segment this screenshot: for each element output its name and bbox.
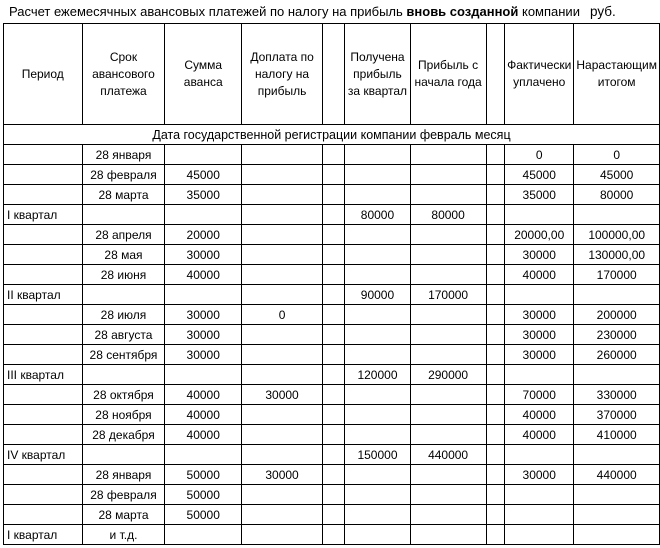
- cell-period: I квартал: [4, 205, 83, 225]
- cell-cumulative: 410000: [574, 425, 660, 445]
- cell-due: 28 апреля: [82, 225, 165, 245]
- cell-ytd-profit: 290000: [410, 365, 486, 385]
- cell-cumulative: [574, 485, 660, 505]
- cell-period: [4, 185, 83, 205]
- cell-empty: [486, 445, 505, 465]
- cell-period: [4, 405, 83, 425]
- cell-due: [82, 445, 165, 465]
- cell-quarter-profit: 120000: [345, 365, 410, 385]
- table-row: [4, 345, 660, 365]
- cell-quarter-profit: [345, 525, 410, 545]
- cell-surcharge: [242, 205, 323, 225]
- cell-empty: [323, 445, 345, 465]
- cell-due: 28 мая: [82, 245, 165, 265]
- cell-surcharge: [242, 325, 323, 345]
- title-suffix: компании: [518, 4, 580, 19]
- cell-cumulative: 45000: [574, 165, 660, 185]
- cell-paid: [505, 525, 574, 545]
- cell-empty: [486, 525, 505, 545]
- cell-advance: [165, 365, 242, 385]
- cell-surcharge: [242, 265, 323, 285]
- cell-ytd-profit: [410, 465, 486, 485]
- table-row: [4, 305, 660, 325]
- cell-due: 28 августа: [82, 325, 165, 345]
- cell-paid: 30000: [505, 325, 574, 345]
- header-empty-2: [486, 24, 505, 125]
- cell-empty: [323, 225, 345, 245]
- cell-empty: [323, 465, 345, 485]
- cell-advance: 40000: [165, 385, 242, 405]
- cell-quarter-profit: [345, 485, 410, 505]
- table-row: [4, 325, 660, 345]
- table-row: [4, 225, 660, 245]
- cell-surcharge: [242, 165, 323, 185]
- cell-paid: [505, 445, 574, 465]
- cell-ytd-profit: [410, 265, 486, 285]
- table-row: [4, 505, 660, 525]
- cell-quarter-profit: [345, 405, 410, 425]
- header-cumulative: Нарастающим итогом: [574, 24, 660, 125]
- cell-empty: [323, 245, 345, 265]
- cell-paid: 40000: [505, 405, 574, 425]
- cell-period: IV квартал: [4, 445, 83, 465]
- cell-quarter-profit: [345, 385, 410, 405]
- table-row: [4, 165, 660, 185]
- cell-cumulative: 200000: [574, 305, 660, 325]
- cell-ytd-profit: [410, 145, 486, 165]
- table-row: [4, 525, 660, 545]
- cell-paid: 0: [505, 145, 574, 165]
- cell-surcharge: [242, 425, 323, 445]
- cell-cumulative: [574, 205, 660, 225]
- cell-empty: [486, 425, 505, 445]
- cell-period: [4, 225, 83, 245]
- cell-empty: [486, 265, 505, 285]
- cell-quarter-profit: 90000: [345, 285, 410, 305]
- table-row: [4, 285, 660, 305]
- cell-advance: 45000: [165, 165, 242, 185]
- cell-period: [4, 245, 83, 265]
- cell-empty: [323, 145, 345, 165]
- cell-ytd-profit: 80000: [410, 205, 486, 225]
- cell-surcharge: [242, 145, 323, 165]
- cell-empty: [323, 345, 345, 365]
- cell-advance: [165, 145, 242, 165]
- table-row: [4, 385, 660, 405]
- cell-empty: [323, 185, 345, 205]
- cell-surcharge: [242, 185, 323, 205]
- header-paid: Фактически уплачено: [505, 24, 574, 125]
- cell-quarter-profit: [345, 145, 410, 165]
- cell-due: [82, 365, 165, 385]
- cell-cumulative: 260000: [574, 345, 660, 365]
- header-ytd-profit: Прибыль с начала года: [410, 24, 486, 125]
- table-row: [4, 405, 660, 425]
- cell-empty: [323, 305, 345, 325]
- cell-ytd-profit: [410, 165, 486, 185]
- table-row: [4, 265, 660, 285]
- cell-cumulative: 0: [574, 145, 660, 165]
- cell-advance: 30000: [165, 345, 242, 365]
- cell-paid: 30000: [505, 345, 574, 365]
- cell-period: [4, 265, 83, 285]
- cell-period: [4, 505, 83, 525]
- cell-surcharge: [242, 445, 323, 465]
- cell-surcharge: [242, 245, 323, 265]
- cell-paid: 20000,00: [505, 225, 574, 245]
- cell-ytd-profit: [410, 425, 486, 445]
- cell-ytd-profit: 440000: [410, 445, 486, 465]
- table-row: [4, 185, 660, 205]
- cell-paid: [505, 365, 574, 385]
- cell-paid: 40000: [505, 265, 574, 285]
- cell-cumulative: 330000: [574, 385, 660, 405]
- cell-period: [4, 165, 83, 185]
- header-quarter-profit: Получена прибыль за квартал: [345, 24, 410, 125]
- cell-advance: [165, 445, 242, 465]
- cell-empty: [323, 365, 345, 385]
- header-advance: Сумма аванса: [165, 24, 242, 125]
- title-prefix: Расчет ежемесячных авансовых платежей по налогу на прибыль: [9, 4, 407, 19]
- registration-note: Дата государственной регистрации компании февраль месяц: [4, 125, 660, 145]
- cell-cumulative: 440000: [574, 465, 660, 485]
- cell-advance: 40000: [165, 265, 242, 285]
- cell-ytd-profit: [410, 185, 486, 205]
- cell-ytd-profit: 170000: [410, 285, 486, 305]
- table-row: [4, 425, 660, 445]
- cell-ytd-profit: [410, 245, 486, 265]
- cell-ytd-profit: [410, 345, 486, 365]
- cell-due: 28 октября: [82, 385, 165, 405]
- cell-empty: [486, 485, 505, 505]
- table-row: [4, 445, 660, 465]
- cell-quarter-profit: 150000: [345, 445, 410, 465]
- cell-empty: [486, 325, 505, 345]
- cell-period: III квартал: [4, 365, 83, 385]
- cell-empty: [323, 405, 345, 425]
- cell-empty: [486, 145, 505, 165]
- cell-empty: [323, 205, 345, 225]
- cell-empty: [323, 265, 345, 285]
- cell-quarter-profit: [345, 425, 410, 445]
- cell-cumulative: 80000: [574, 185, 660, 205]
- cell-empty: [486, 345, 505, 365]
- cell-period: [4, 145, 83, 165]
- cell-empty: [323, 285, 345, 305]
- table-row: [4, 465, 660, 485]
- cell-paid: 45000: [505, 165, 574, 185]
- cell-due: 28 сентября: [82, 345, 165, 365]
- cell-quarter-profit: [345, 505, 410, 525]
- cell-empty: [323, 165, 345, 185]
- page-title: [9, 4, 616, 19]
- cell-empty: [323, 385, 345, 405]
- cell-quarter-profit: [345, 345, 410, 365]
- cell-empty: [486, 365, 505, 385]
- cell-quarter-profit: [345, 225, 410, 245]
- cell-ytd-profit: [410, 485, 486, 505]
- cell-empty: [323, 425, 345, 445]
- cell-cumulative: 100000,00: [574, 225, 660, 245]
- cell-paid: 70000: [505, 385, 574, 405]
- cell-quarter-profit: [345, 465, 410, 485]
- header-surcharge: Доплата по налогу на прибыль: [242, 24, 323, 125]
- cell-cumulative: [574, 525, 660, 545]
- cell-advance: 40000: [165, 425, 242, 445]
- cell-due: 28 июня: [82, 265, 165, 285]
- cell-paid: 35000: [505, 185, 574, 205]
- cell-quarter-profit: [345, 305, 410, 325]
- cell-due: 28 февраля: [82, 165, 165, 185]
- title-unit: руб.: [589, 4, 616, 19]
- cell-surcharge: [242, 525, 323, 545]
- cell-surcharge: [242, 405, 323, 425]
- cell-period: [4, 425, 83, 445]
- cell-ytd-profit: [410, 385, 486, 405]
- cell-empty: [486, 185, 505, 205]
- registration-row: [4, 125, 660, 145]
- cell-cumulative: [574, 505, 660, 525]
- cell-paid: 30000: [505, 245, 574, 265]
- header-period: Период: [4, 24, 83, 125]
- cell-due: 28 декабря: [82, 425, 165, 445]
- cell-cumulative: 170000: [574, 265, 660, 285]
- cell-surcharge: [242, 365, 323, 385]
- cell-period: [4, 485, 83, 505]
- cell-surcharge: [242, 485, 323, 505]
- cell-empty: [486, 245, 505, 265]
- cell-empty: [323, 485, 345, 505]
- cell-period: [4, 385, 83, 405]
- cell-due: 28 июля: [82, 305, 165, 325]
- cell-surcharge: [242, 285, 323, 305]
- cell-due: [82, 205, 165, 225]
- cell-paid: 30000: [505, 465, 574, 485]
- cell-empty: [486, 225, 505, 245]
- cell-advance: 50000: [165, 485, 242, 505]
- cell-due: [82, 285, 165, 305]
- cell-due: и т.д.: [82, 525, 165, 545]
- cell-quarter-profit: [345, 325, 410, 345]
- table-row: [4, 485, 660, 505]
- cell-quarter-profit: [345, 165, 410, 185]
- cell-period: [4, 345, 83, 365]
- cell-advance: 40000: [165, 405, 242, 425]
- cell-advance: [165, 205, 242, 225]
- cell-cumulative: [574, 285, 660, 305]
- cell-due: 28 января: [82, 145, 165, 165]
- cell-ytd-profit: [410, 325, 486, 345]
- cell-empty: [486, 305, 505, 325]
- cell-quarter-profit: [345, 245, 410, 265]
- cell-paid: [505, 285, 574, 305]
- cell-ytd-profit: [410, 525, 486, 545]
- cell-due: 28 февраля: [82, 485, 165, 505]
- cell-empty: [486, 465, 505, 485]
- cell-ytd-profit: [410, 405, 486, 425]
- cell-period: II квартал: [4, 285, 83, 305]
- cell-cumulative: 130000,00: [574, 245, 660, 265]
- title-bold: вновь созданной: [406, 4, 519, 19]
- cell-due: 28 января: [82, 465, 165, 485]
- cell-period: [4, 465, 83, 485]
- cell-quarter-profit: [345, 265, 410, 285]
- cell-due: 28 марта: [82, 185, 165, 205]
- cell-paid: 30000: [505, 305, 574, 325]
- cell-empty: [486, 405, 505, 425]
- cell-cumulative: [574, 365, 660, 385]
- cell-empty: [486, 165, 505, 185]
- cell-empty: [323, 525, 345, 545]
- cell-empty: [323, 325, 345, 345]
- cell-quarter-profit: 80000: [345, 205, 410, 225]
- cell-surcharge: [242, 225, 323, 245]
- cell-period: I квартал: [4, 525, 83, 545]
- cell-quarter-profit: [345, 185, 410, 205]
- cell-cumulative: [574, 445, 660, 465]
- header-due: Срок авансового платежа: [82, 24, 165, 125]
- cell-advance: 35000: [165, 185, 242, 205]
- cell-advance: [165, 525, 242, 545]
- cell-ytd-profit: [410, 505, 486, 525]
- cell-empty: [486, 205, 505, 225]
- cell-due: 28 ноября: [82, 405, 165, 425]
- cell-ytd-profit: [410, 225, 486, 245]
- cell-cumulative: 230000: [574, 325, 660, 345]
- cell-advance: 30000: [165, 245, 242, 265]
- cell-advance: 30000: [165, 305, 242, 325]
- cell-advance: 30000: [165, 325, 242, 345]
- table-row: [4, 245, 660, 265]
- cell-advance: [165, 285, 242, 305]
- cell-ytd-profit: [410, 305, 486, 325]
- cell-paid: [505, 485, 574, 505]
- cell-empty: [486, 285, 505, 305]
- table-row: [4, 205, 660, 225]
- cell-empty: [486, 385, 505, 405]
- cell-paid: [505, 505, 574, 525]
- cell-empty: [486, 505, 505, 525]
- cell-period: [4, 325, 83, 345]
- cell-empty: [323, 505, 345, 525]
- cell-surcharge: [242, 345, 323, 365]
- table-row: [4, 145, 660, 165]
- tax-table: [3, 23, 660, 545]
- cell-surcharge: [242, 505, 323, 525]
- cell-period: [4, 305, 83, 325]
- cell-advance: 50000: [165, 465, 242, 485]
- header-row: [4, 24, 660, 125]
- cell-paid: [505, 205, 574, 225]
- cell-surcharge: 30000: [242, 465, 323, 485]
- cell-surcharge: 30000: [242, 385, 323, 405]
- cell-cumulative: 370000: [574, 405, 660, 425]
- cell-due: 28 марта: [82, 505, 165, 525]
- cell-paid: 40000: [505, 425, 574, 445]
- header-empty-1: [323, 24, 345, 125]
- cell-advance: 50000: [165, 505, 242, 525]
- cell-surcharge: 0: [242, 305, 323, 325]
- cell-advance: 20000: [165, 225, 242, 245]
- table-row: [4, 365, 660, 385]
